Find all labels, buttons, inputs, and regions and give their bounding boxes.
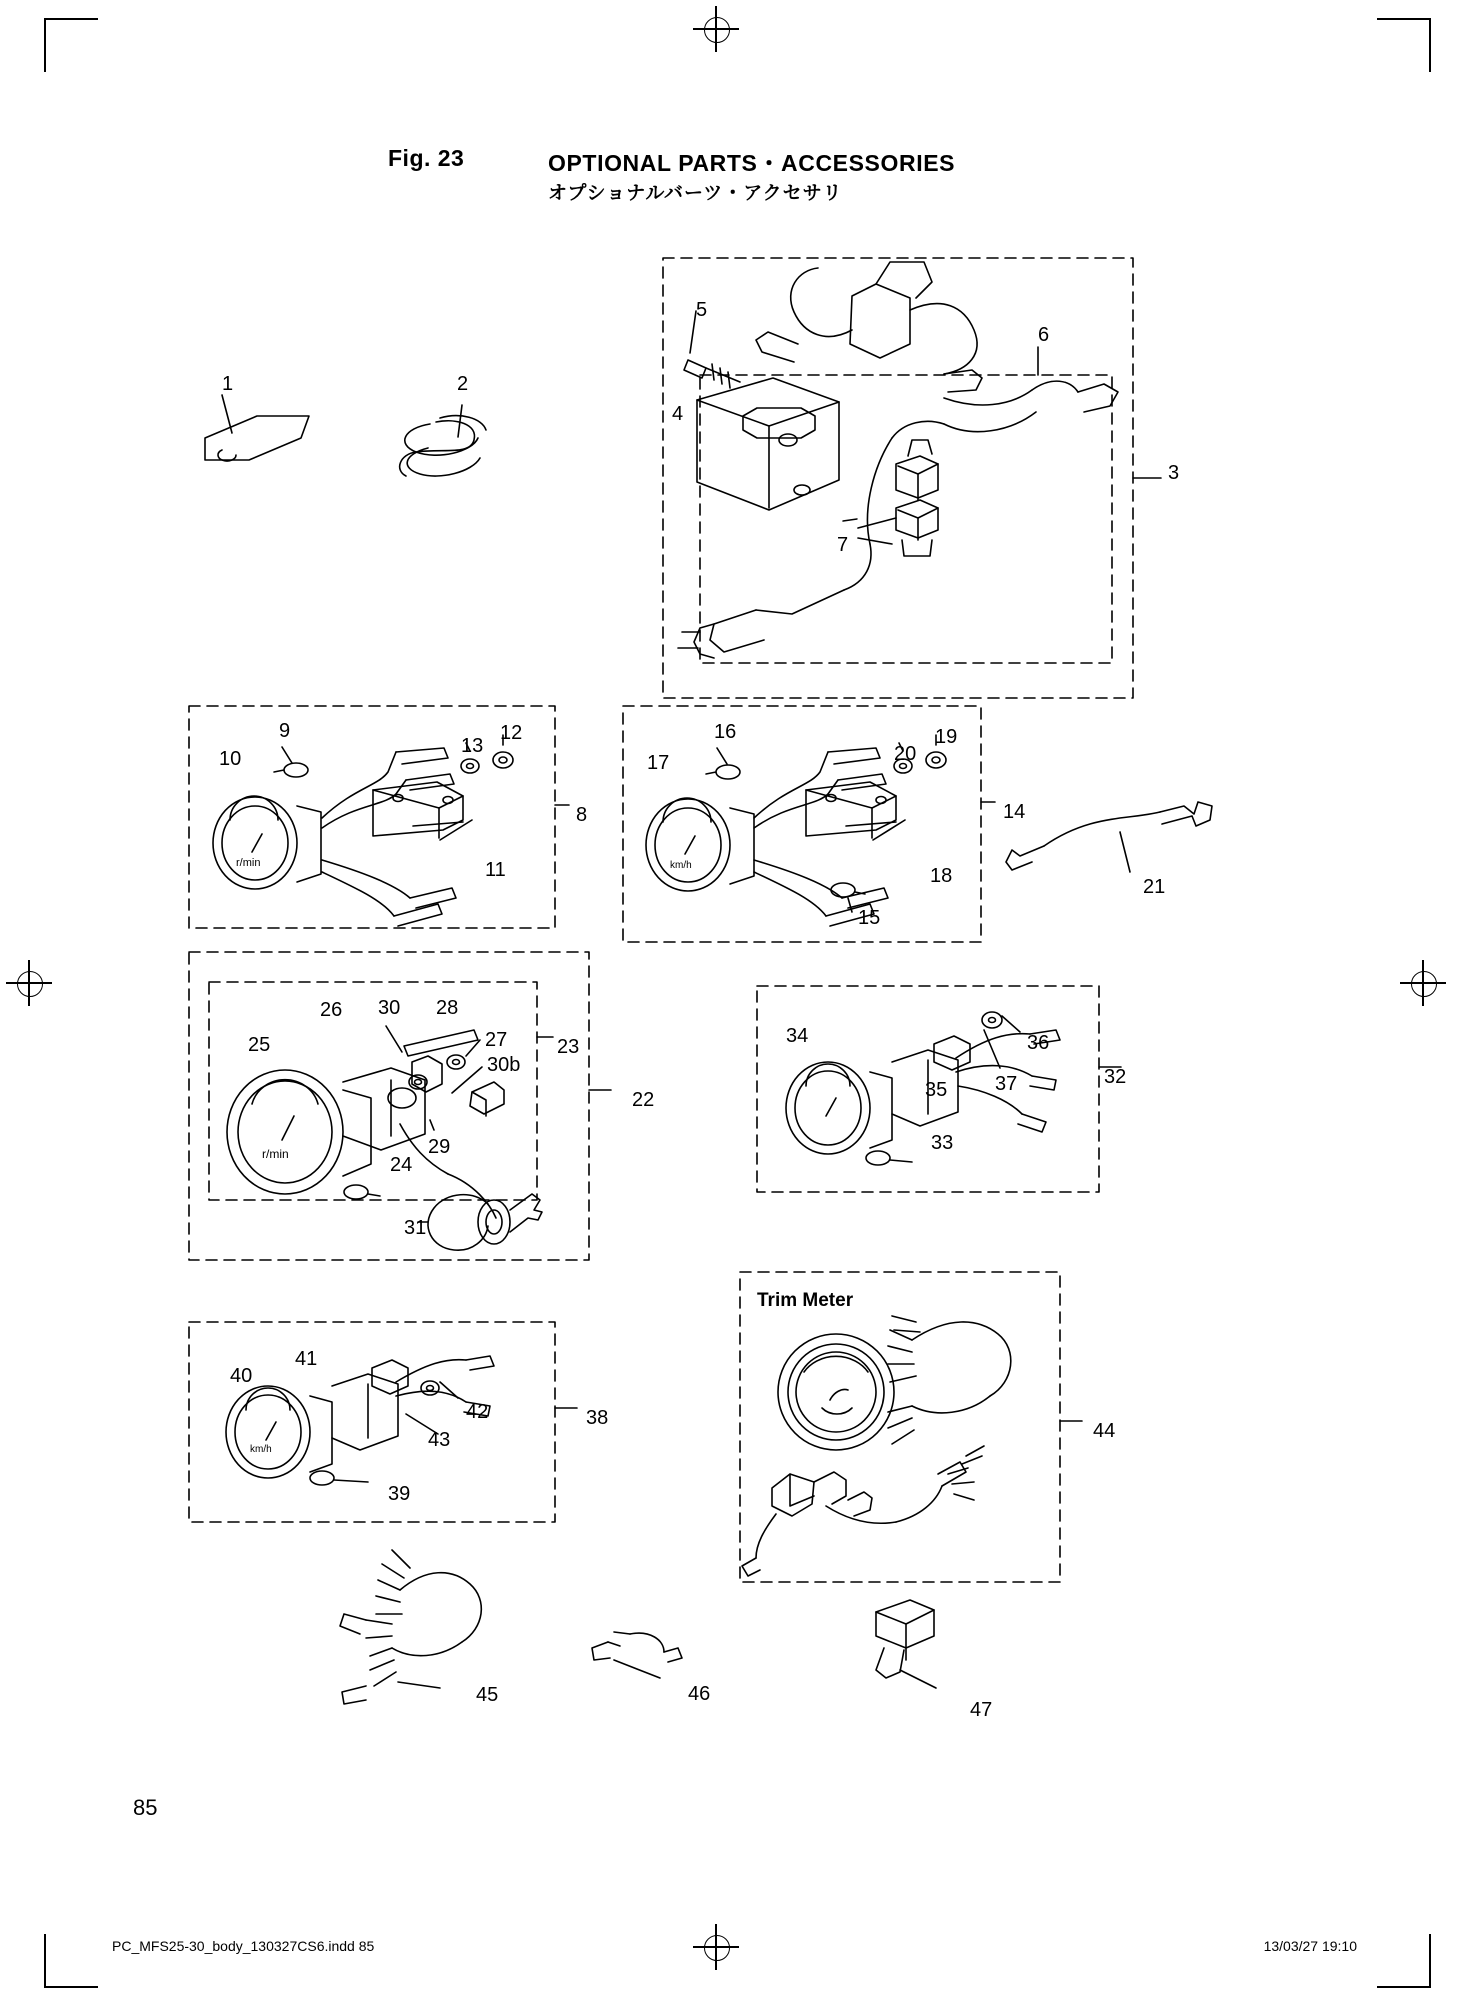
- callout-26: 26: [320, 999, 343, 1021]
- crop-mark-bottom-left: [44, 1934, 98, 1988]
- svg-text:r/min: r/min: [236, 857, 261, 869]
- callout-14: 14: [1003, 801, 1026, 823]
- svg-text:km/h: km/h: [670, 860, 692, 871]
- figure-number: Fig. 23: [388, 145, 465, 171]
- callout-41: 41: [295, 1348, 318, 1370]
- callout-21: 21: [1143, 876, 1166, 898]
- callout-34: 34: [786, 1025, 809, 1047]
- callout-6: 6: [1038, 324, 1050, 346]
- callout-24: 24: [390, 1154, 413, 1176]
- registration-mark-left: [6, 960, 52, 1006]
- callout-9: 9: [279, 720, 291, 742]
- callout-42: 42: [466, 1401, 489, 1423]
- registration-mark-bottom: [693, 1924, 739, 1970]
- callout-39: 39: [388, 1483, 411, 1505]
- callout-3: 3: [1168, 462, 1180, 484]
- callout-43: 43: [428, 1429, 451, 1451]
- callout-30-upper: 30: [378, 997, 401, 1019]
- callout-38: 38: [586, 1407, 609, 1429]
- footer-filename: PC_MFS25-30_body_130327CS6.indd 85: [112, 1938, 375, 1954]
- callout-13: 13: [461, 735, 484, 757]
- callout-8: 8: [576, 804, 588, 826]
- callout-31: 31: [404, 1217, 427, 1239]
- callout-40: 40: [230, 1365, 253, 1387]
- callout-23: 23: [557, 1036, 580, 1058]
- callout-17: 17: [647, 752, 670, 774]
- callout-4: 4: [672, 403, 684, 425]
- footer-timestamp: 13/03/27 19:10: [1263, 1938, 1357, 1954]
- registration-mark-top: [693, 6, 739, 52]
- callout-7: 7: [837, 534, 849, 556]
- callout-32: 32: [1104, 1066, 1127, 1088]
- callout-20: 20: [894, 743, 917, 765]
- callout-1: 1: [222, 373, 234, 395]
- callout-19: 19: [935, 726, 958, 748]
- svg-text:km/h: km/h: [250, 1444, 272, 1455]
- crop-mark-top-right: [1377, 18, 1431, 72]
- callout-33: 33: [931, 1132, 954, 1154]
- callout-45: 45: [476, 1684, 499, 1706]
- callout-37: 37: [995, 1073, 1018, 1095]
- callout-25: 25: [248, 1034, 271, 1056]
- callout-36: 36: [1027, 1032, 1050, 1054]
- callout-16: 16: [714, 721, 737, 743]
- figure-title-en: OPTIONAL PARTS・ACCESSORIES: [548, 150, 956, 176]
- callout-30-lower: 30b: [487, 1054, 521, 1076]
- callout-12: 12: [500, 722, 523, 744]
- callout-27: 27: [485, 1029, 508, 1051]
- callout-11: 11: [485, 859, 506, 881]
- callout-5: 5: [696, 299, 708, 321]
- page-number: 85: [133, 1795, 158, 1820]
- callout-29: 29: [428, 1136, 451, 1158]
- callout-10: 10: [219, 748, 242, 770]
- callout-47: 47: [970, 1699, 993, 1721]
- callout-28: 28: [436, 997, 459, 1019]
- crop-mark-top-left: [44, 18, 98, 72]
- registration-mark-right: [1400, 960, 1446, 1006]
- svg-text:r/min: r/min: [262, 1147, 289, 1161]
- callout-2: 2: [457, 373, 469, 395]
- trim-meter-label: Trim Meter: [757, 1290, 854, 1311]
- callout-44: 44: [1093, 1420, 1116, 1442]
- callout-18: 18: [930, 865, 953, 887]
- figure-title-jp: オプショナルバーツ・アクセサリ: [548, 183, 843, 204]
- callout-22: 22: [632, 1089, 655, 1111]
- callout-35: 35: [925, 1079, 948, 1101]
- crop-mark-bottom-right: [1377, 1934, 1431, 1988]
- callout-15: 15: [858, 907, 881, 929]
- callout-46: 46: [688, 1683, 711, 1705]
